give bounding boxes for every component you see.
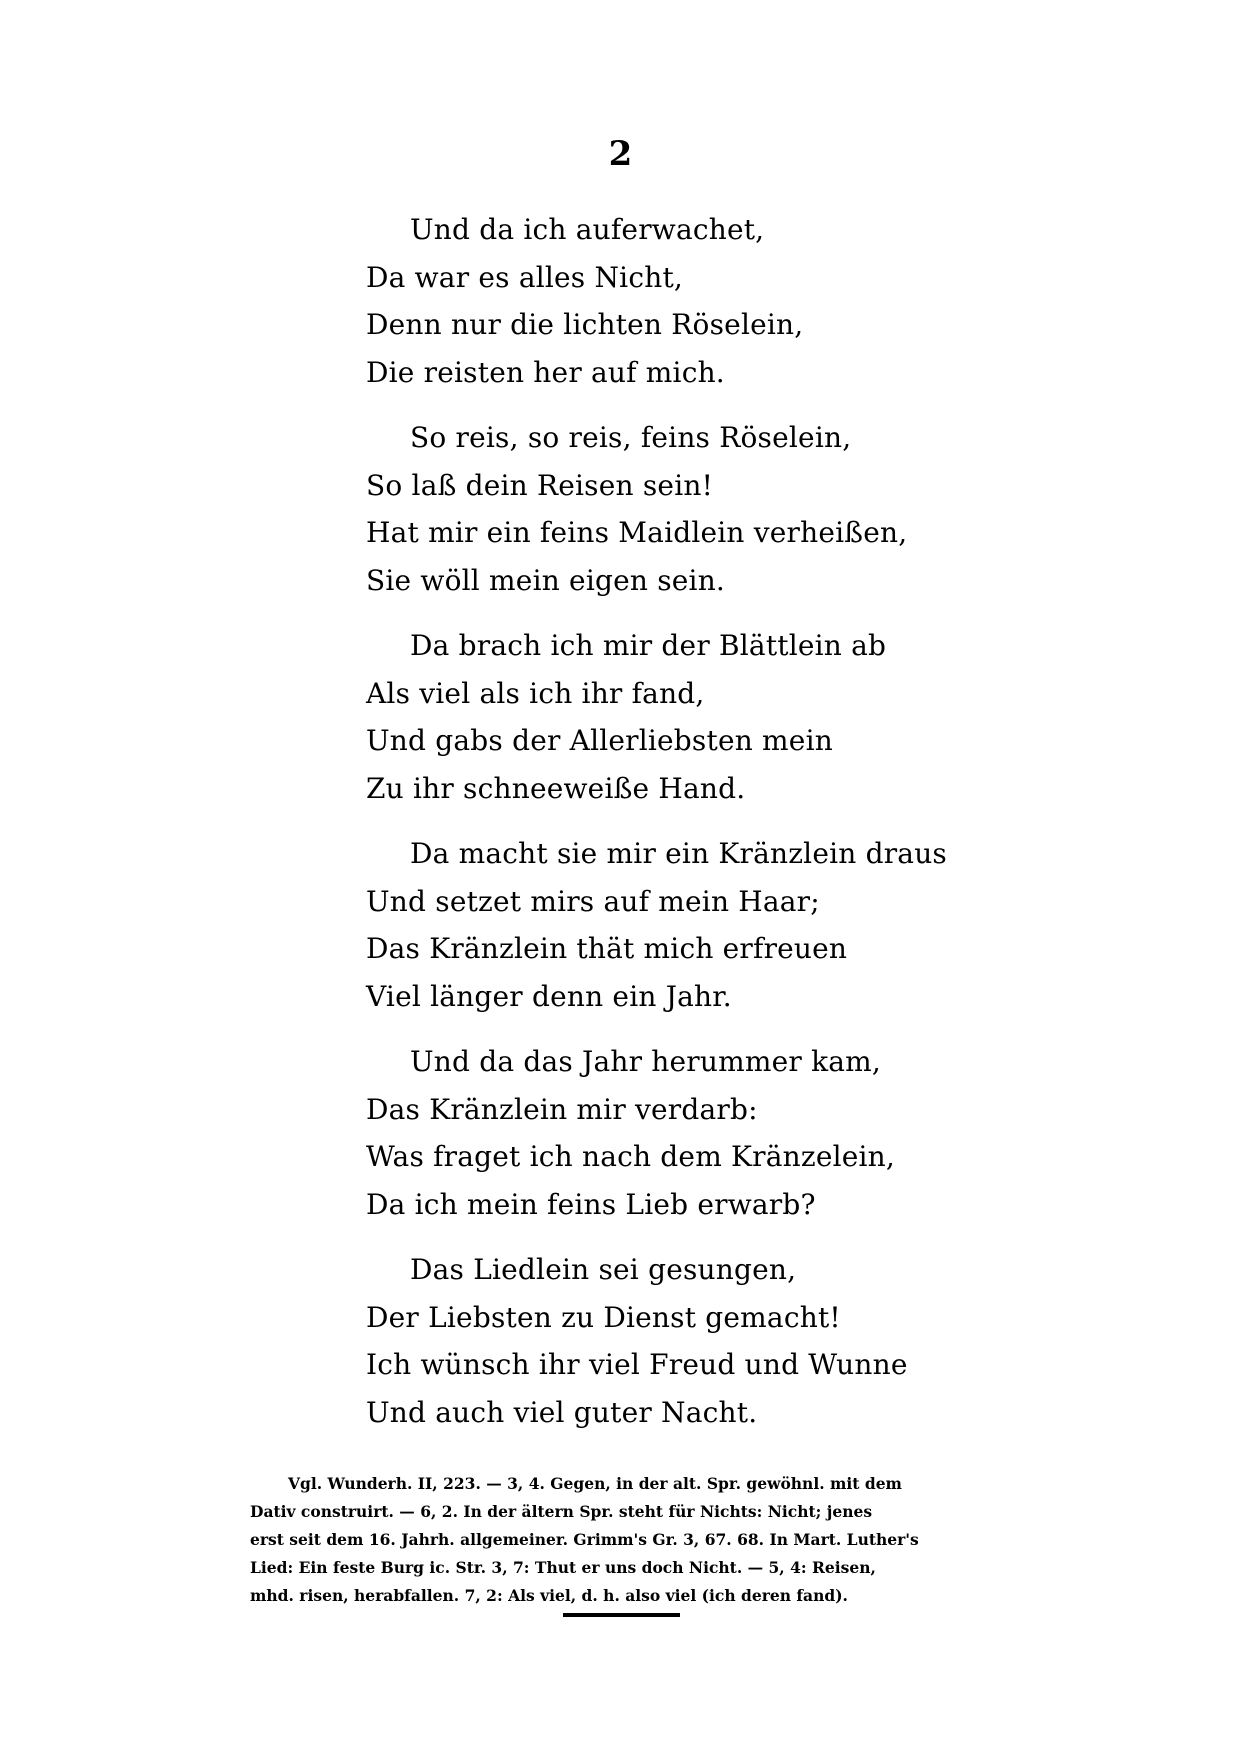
verse-line: Und setzet mirs auf mein Haar;: [366, 884, 820, 918]
verse-line: Und gabs der Allerliebsten mein: [366, 724, 833, 757]
verse-line: Das Kränzlein mir verdarb:: [366, 1092, 758, 1126]
verse-line: Denn nur die lichten Röselein,: [366, 308, 804, 341]
stanza: [366, 1246, 1006, 1436]
verse-line: Als viel als ich ihr fand,: [366, 676, 705, 710]
verse-line: Viel länger denn ein Jahr.: [366, 979, 732, 1013]
stanza: [366, 1038, 1006, 1228]
footnote-line: Vgl. Wunderh. II, 223. — 3, 4. Gegen, in der alt. Spr. gewöhnl. mit dem: [288, 1474, 902, 1493]
page-number: 2: [608, 134, 633, 174]
stanza: [366, 414, 1006, 604]
footnote-line: Lied: Ein feste Burg ic. Str. 3, 7: Thut er uns doch Nicht. — 5, 4: Reisen,: [250, 1558, 876, 1577]
end-rule: [563, 1613, 680, 1617]
verse-line: So laß dein Reisen sein!: [366, 468, 714, 502]
footnote-line: Dativ construirt. — 6, 2. In der ältern Spr. steht für Nichts: Nicht; jenes: [250, 1502, 873, 1521]
verse-line: Das Kränzlein thät mich erfreuen: [366, 932, 848, 965]
stanza: [366, 622, 1006, 812]
footnotes: [250, 1470, 1000, 1610]
verse-line: Da war es alles Nicht,: [366, 260, 683, 294]
verse-line: Und auch viel guter Nacht.: [366, 1395, 758, 1429]
verse-line: Da macht sie mir ein Kränzlein draus: [410, 837, 947, 870]
verse-line: Zu ihr schneeweiße Hand.: [366, 771, 746, 805]
verse-line: Und da ich auferwachet,: [410, 213, 765, 246]
verse-line: Der Liebsten zu Dienst gemacht!: [366, 1300, 841, 1334]
verse-line: Da ich mein feins Lieb erwarb?: [366, 1187, 816, 1221]
verse-line: Hat mir ein feins Maidlein verheißen,: [366, 516, 908, 549]
footnote-line: mhd. risen, herabfallen. 7, 2: Als viel, d. h. also viel (ich deren fand).: [250, 1586, 848, 1605]
verse-line: Was fraget ich nach dem Kränzelein,: [366, 1140, 896, 1173]
verse-line: Und da das Jahr herummer kam,: [410, 1045, 881, 1078]
footnote-line: erst seit dem 16. Jahrh. allgemeiner. Grimm's Gr. 3, 67. 68. In Mart. Luther's: [250, 1530, 919, 1549]
verse-line: Da brach ich mir der Blättlein ab: [410, 629, 887, 662]
verse-line: Ich wünsch ihr viel Freud und Wunne: [366, 1348, 908, 1381]
poem: [366, 206, 1006, 1454]
verse-line: Die reisten her auf mich.: [366, 355, 725, 389]
verse-line: Sie wöll mein eigen sein.: [366, 563, 726, 597]
verse-line: So reis, so reis, feins Röselein,: [410, 421, 852, 454]
stanza: [366, 206, 1006, 396]
stanza: [366, 830, 1006, 1020]
verse-line: Das Liedlein sei gesungen,: [410, 1253, 797, 1286]
